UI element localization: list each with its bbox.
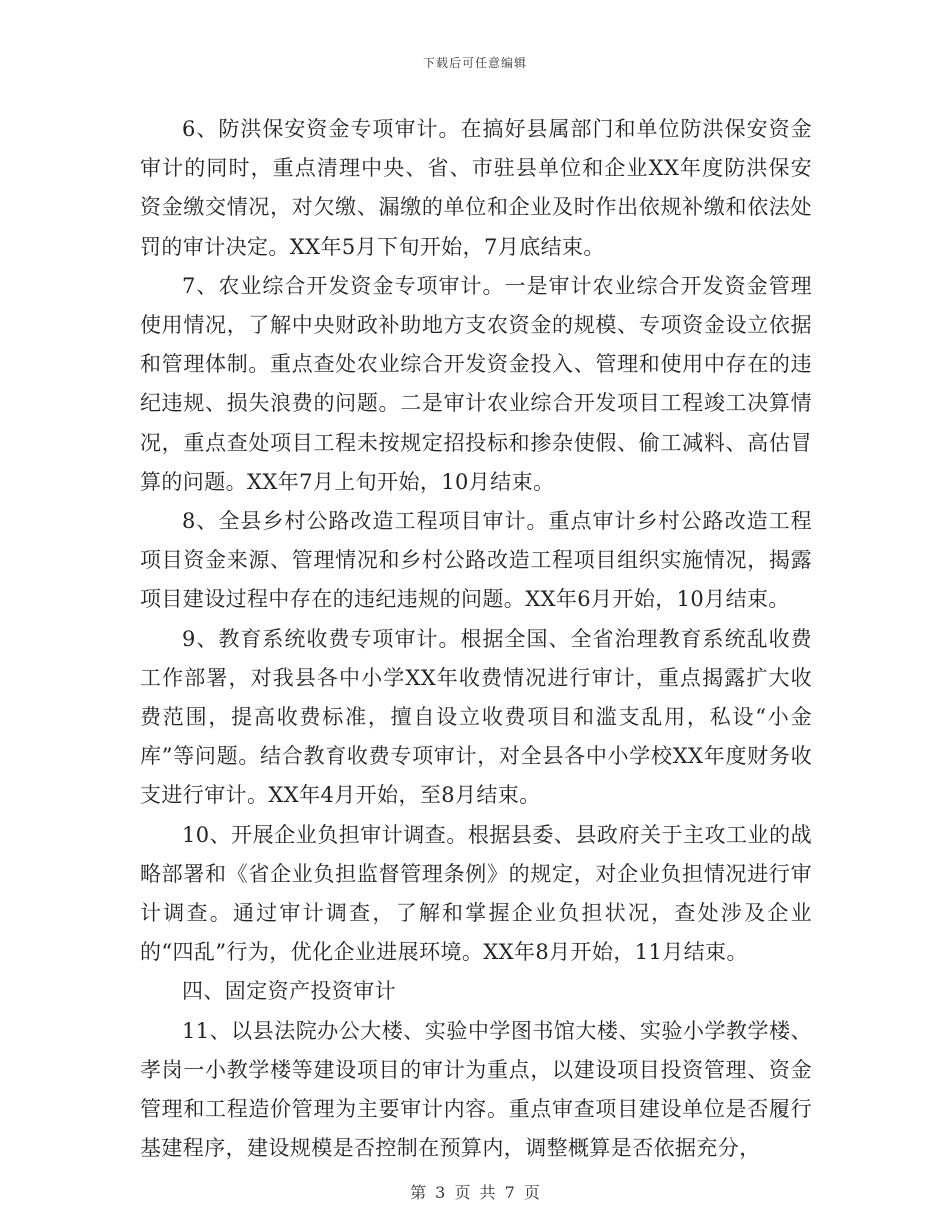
paragraph-item-9: 9、教育系统收费专项审计。根据全国、全省治理教育系统乱收费工作部署，对我县各中小学XX年收费情况进行审计，重点揭露扩大收费范围，提高收费标准，擅自设立收费项目和滥支乱用，私设“小金库”等问题。结合教育收费专项审计，对全县各中小学校XX年度财务收支进行审计。XX年4月开始，至8月结束。	[140, 626, 812, 808]
page-number-footer: 第 3 页 共 7 页	[410, 1183, 540, 1202]
section-heading-fixed-asset-audit: 四、固定资产投资审计	[182, 979, 396, 1004]
document-body	[140, 110, 812, 1168]
paragraph-item-11: 11、以县法院办公大楼、实验中学图书馆大楼、实验小学教学楼、孝岗一小教学楼等建设项目的审计为重点，以建设项目投资管理、资金管理和工程造价管理为主要审计内容。重点审查项目建设单位是否履行基建程序，建设规模是否控制在预算内，调整概算是否依据充分，	[140, 1018, 812, 1161]
paragraph-item-7: 7、农业综合开发资金专项审计。一是审计农业综合开发资金管理使用情况，了解中央财政补助地方支农资金的规模、专项资金设立依据和管理体制。重点查处农业综合开发资金投入、管理和使用中存在的违纪违规、损失浪费的问题。二是审计农业综合开发项目工程竣工决算情况，重点查处项目工程未按规定招投标和掺杂使假、偷工减料、高估冒算的问题。XX年7月上旬开始，10月结束。	[140, 273, 812, 494]
paragraph-item-6: 6、防洪保安资金专项审计。在搞好县属部门和单位防洪保安资金审计的同时，重点清理中央、省、市驻县单位和企业XX年度防洪保安资金缴交情况，对欠缴、漏缴的单位和企业及时作出依规补缴和依法处罚的审计决定。XX年5月下旬开始，7月底结束。	[140, 117, 812, 259]
paragraph-item-8: 8、全县乡村公路改造工程项目审计。重点审计乡村公路改造工程项目资金来源、管理情况和乡村公路改造工程项目组织实施情况，揭露项目建设过程中存在的违纪违规的问题。XX年6月开始，10月结束。	[140, 509, 812, 612]
paragraph-item-10: 10、开展企业负担审计调查。根据县委、县政府关于主攻工业的战略部署和《省企业负担监督管理条例》的规定，对企业负担情况进行审计调查。通过审计调查，了解和掌握企业负担状况，查处涉及企业的“四乱”行为，优化企业进展环境。XX年8月开始，11月结束。	[140, 822, 812, 965]
page-header-note: 下载后可任意编辑	[422, 56, 527, 70]
